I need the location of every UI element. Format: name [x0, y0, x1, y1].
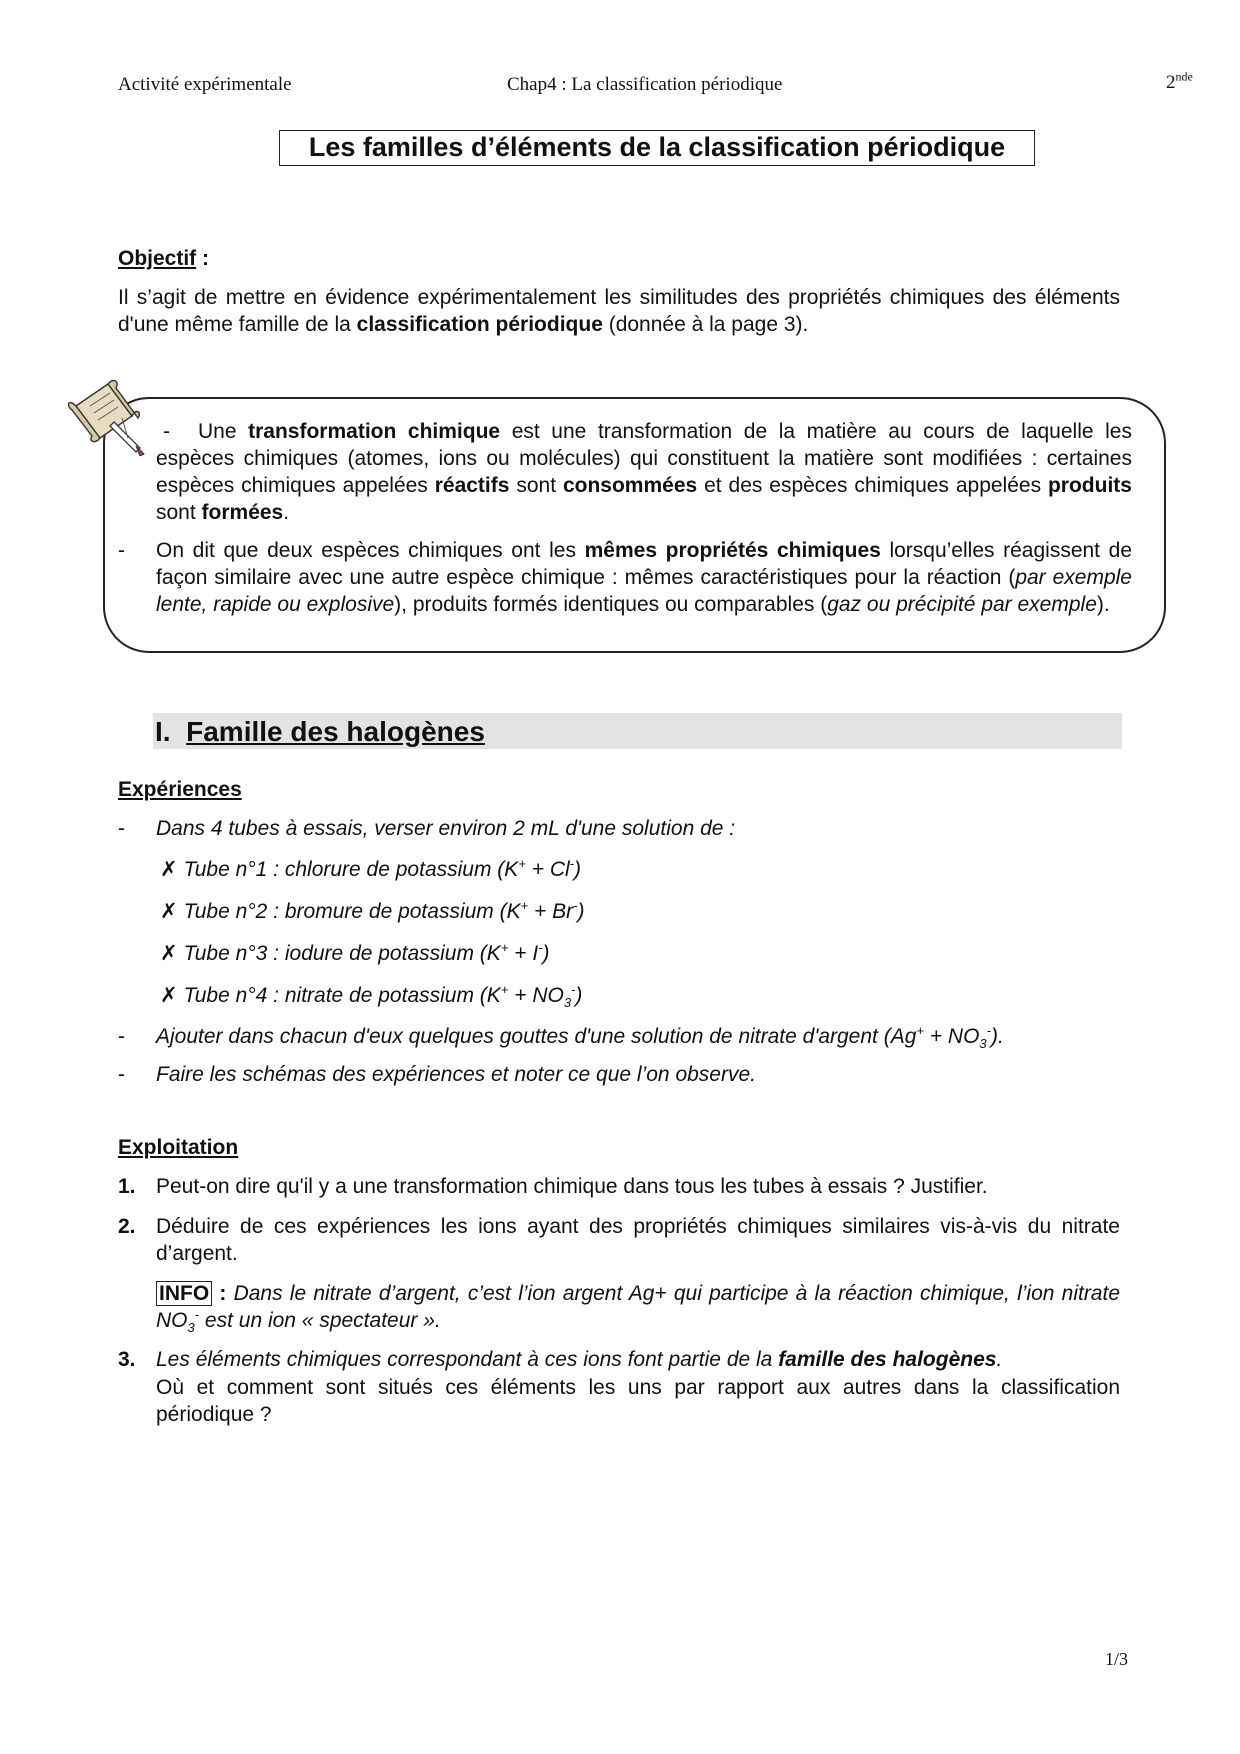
tube-item	[160, 856, 581, 884]
callout-bullet-1	[156, 418, 1132, 526]
header-level	[1166, 69, 1193, 94]
experience-step-2	[156, 1023, 1004, 1051]
question-bold: famille des halogènes	[778, 1348, 997, 1371]
page-title: Les familles d’éléments de la classification périodique	[279, 130, 1035, 166]
objectif-text-part: Il s’agit de mettre en évidence expérimentalement les similitudes des propriétés chimiques des éléments d'une même famille de la	[118, 286, 1120, 336]
header-level-suffix: nde	[1175, 69, 1193, 84]
ion-charge: +	[916, 1023, 924, 1038]
callout-text: ), produits formés identiques ou comparables (	[394, 593, 828, 616]
experience-step-1: Dans 4 tubes à essais, verser environ 2 mL d'une solution de :	[156, 817, 736, 840]
question-text: Les éléments chimiques correspondant à ces ions font partie de la	[156, 1348, 779, 1371]
tube-item	[160, 898, 585, 926]
header-center: Chap4 : La classification périodique	[507, 74, 783, 95]
tube-text: Tube n°2 : bromure de potassium (K	[183, 900, 521, 923]
tube-text: Tube n°3 : iodure de potassium (K	[183, 942, 501, 965]
header-level-number: 2	[1166, 72, 1176, 93]
objectif-text-bold: classification périodique	[356, 313, 603, 336]
callout-text: lorsqu’elles réagissent de façon similaire avec une autre espèce chimique : mêmes caractéristiques pour la réaction (	[156, 539, 1132, 589]
tube-text: + NO	[508, 984, 564, 1007]
header-left: Activité expérimentale	[118, 74, 292, 95]
ion-charge: -	[571, 982, 576, 997]
question-3-line-1	[156, 1346, 1002, 1374]
ion-charge: -	[986, 1023, 991, 1038]
info-label: INFO	[156, 1281, 212, 1306]
info-colon: :	[212, 1282, 227, 1305]
callout-bold: réactifs	[434, 474, 510, 497]
ion-charge: +	[520, 898, 529, 913]
ion-charge: +	[518, 856, 526, 871]
experiences-heading: Expériences	[118, 778, 242, 801]
cross-mark-icon: ✗	[160, 942, 178, 965]
experience-dash-3: -	[118, 1063, 125, 1086]
callout-bold: transformation chimique	[248, 420, 501, 443]
experience-step-3: Faire les schémas des expériences et noter ce que l’on observe.	[156, 1063, 756, 1086]
callout-text: et des espèces chimiques appelées	[697, 474, 1048, 497]
callout-text: On dit que deux espèces chimiques ont les	[156, 539, 585, 562]
experience-dash-2: -	[118, 1025, 125, 1048]
tube-text: Tube n°4 : nitrate de potassium (K	[183, 984, 501, 1007]
callout-italic: par exemple lente, rapide ou explosive	[156, 566, 1132, 616]
tube-text: )	[542, 942, 550, 965]
ion-charge: -	[538, 940, 543, 955]
ion-subscript: 3	[563, 995, 572, 1011]
experience-dash-1: -	[118, 817, 125, 840]
ion-subscript: 3	[979, 1036, 987, 1052]
ion-charge: +	[500, 940, 509, 955]
info-text: est un ion « spectateur ».	[199, 1309, 441, 1332]
section-heading	[153, 713, 1122, 749]
ion-subscript: 3	[187, 1320, 195, 1336]
ion-charge: -	[194, 1307, 200, 1322]
cross-mark-icon: ✗	[160, 900, 178, 923]
step-text: Ajouter dans chacun d'eux quelques gouttes d'une solution de nitrate d'argent (Ag	[156, 1025, 917, 1048]
tube-item	[160, 940, 550, 968]
info-note	[156, 1280, 1120, 1334]
objectif-text-part: (donnée à la page 3).	[602, 313, 809, 336]
callout-bold: consommées	[562, 474, 698, 497]
step-text: + NO	[923, 1025, 980, 1048]
objectif-heading	[118, 246, 209, 272]
callout-text: sont	[509, 474, 563, 497]
callout-text: ).	[1096, 593, 1110, 616]
page-number: 1/3	[1105, 1649, 1129, 1669]
section-number: I.	[155, 716, 171, 747]
cross-mark-icon: ✗	[160, 984, 178, 1007]
question-number-3: 3.	[118, 1348, 136, 1371]
question-number-2: 2.	[118, 1215, 136, 1238]
callout-bold: produits	[1047, 474, 1132, 497]
objectif-text	[118, 284, 1120, 338]
ion-charge: +	[500, 982, 509, 997]
callout-bullet-2	[156, 537, 1132, 618]
callout-text: .	[283, 501, 290, 524]
question-number-1: 1.	[118, 1175, 136, 1198]
step-text: ).	[991, 1025, 1004, 1048]
ion-charge: -	[573, 898, 578, 913]
tube-text: + Cl	[525, 858, 570, 881]
tube-text: )	[577, 900, 585, 923]
tube-text: Tube n°1 : chlorure de potassium (K	[183, 858, 519, 881]
exploitation-heading: Exploitation	[118, 1136, 239, 1159]
cross-mark-icon: ✗	[160, 858, 178, 881]
tube-text: )	[575, 984, 583, 1007]
question-2: Déduire de ces expériences les ions ayant des propriétés chimiques similaires vis-à-vis du nitrate d’argent.	[156, 1215, 1120, 1265]
callout-text: est une transformation de la matière au cours de laquelle les espèces chimiques (atomes, ions ou molécules) qui constituent la matière sont modifiées : certaines espèces chimiques appelées	[156, 420, 1132, 497]
tube-text: + I	[508, 942, 539, 965]
question-text: .	[996, 1348, 1003, 1371]
callout-dash-1: -	[163, 420, 170, 443]
question-3-line-2: Où et comment sont situés ces éléments les uns par rapport aux autres dans la classification périodique ?	[156, 1376, 1120, 1426]
tube-item	[160, 982, 582, 1010]
callout-dash-2: -	[118, 539, 125, 562]
callout-bold: formées	[201, 501, 284, 524]
callout-bold: mêmes propriétés chimiques	[584, 539, 881, 562]
ion-charge: -	[569, 856, 574, 871]
callout-text: Une	[198, 420, 249, 443]
objectif-label: Objectif	[118, 247, 197, 270]
question-1: Peut-on dire qu'il y a une transformation chimique dans tous les tubes à essais ? Justifier.	[156, 1175, 988, 1198]
callout-text: sont	[156, 501, 202, 524]
section-title: Famille des halogènes	[186, 716, 485, 747]
callout-italic: gaz ou précipité par exemple	[827, 593, 1097, 616]
objectif-colon: :	[196, 247, 210, 270]
info-text: Dans le nitrate d’argent, c’est l’ion argent Ag+ qui participe à la réaction chimique, l’ion nitrate NO	[156, 1282, 1121, 1332]
tube-text: )	[574, 858, 581, 881]
paper-scroll-quill-icon	[62, 376, 148, 456]
tube-text: + Br	[528, 900, 574, 923]
